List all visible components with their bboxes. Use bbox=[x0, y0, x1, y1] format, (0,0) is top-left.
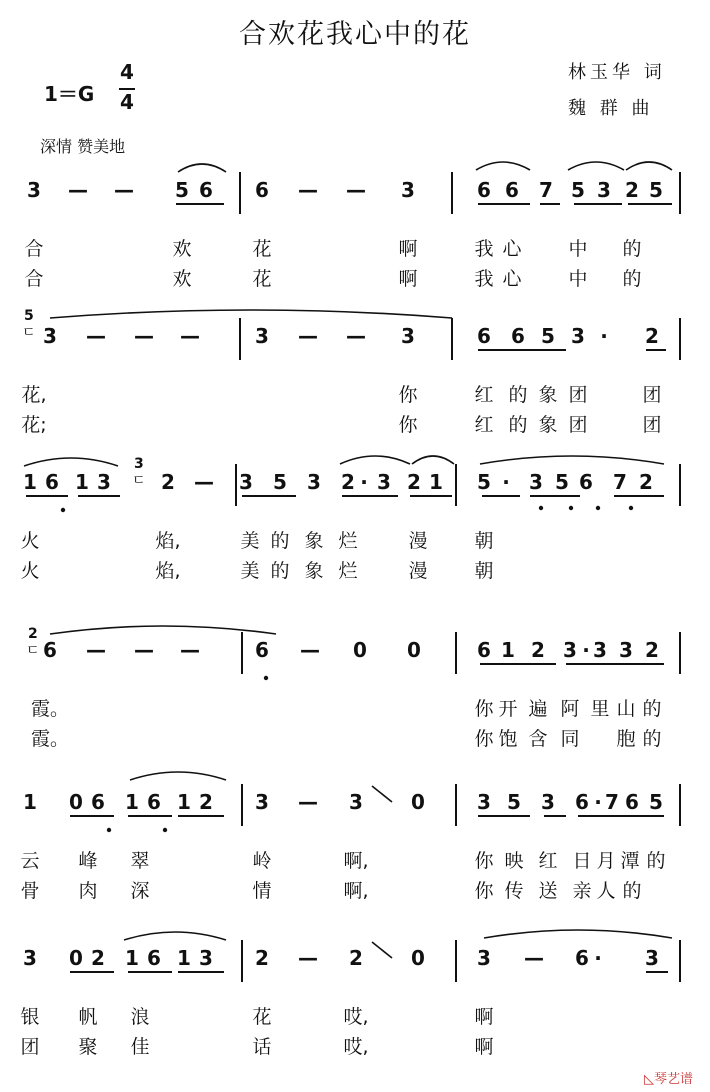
lyric-verse-1: 你 bbox=[474, 698, 494, 720]
note: 5 bbox=[273, 470, 287, 494]
lyric-verse-1: 遍 bbox=[528, 698, 548, 720]
note: 5 bbox=[477, 470, 491, 494]
dash-note: — bbox=[68, 178, 88, 202]
grace-note: 3 bbox=[134, 456, 144, 472]
lyric-verse-2: 象 bbox=[304, 560, 324, 582]
dash-note: — bbox=[298, 178, 318, 202]
dash-note: — bbox=[134, 324, 154, 348]
lyric-verse-1: 心 bbox=[502, 238, 522, 260]
octave-dot bbox=[107, 828, 111, 832]
lyric-verse-2: 火 bbox=[20, 560, 40, 582]
lyric-verse-1: 象 bbox=[304, 530, 324, 552]
lyric-verse-2: 哎, bbox=[343, 1036, 369, 1058]
lyric-verse-2: 欢 bbox=[172, 268, 192, 290]
slur bbox=[484, 930, 672, 938]
note: 3 bbox=[541, 790, 555, 814]
note: 3 bbox=[239, 470, 253, 494]
lyric-verse-2: 花; bbox=[21, 414, 47, 436]
lyric-verse-1: 阿 bbox=[560, 698, 580, 720]
note: 0 bbox=[69, 790, 83, 814]
dot-mark: · bbox=[360, 470, 368, 494]
lyric-verse-1: 的 bbox=[642, 698, 662, 720]
notation-marks bbox=[0, 140, 710, 270]
note: 6 bbox=[477, 324, 491, 348]
note: 3 bbox=[255, 324, 269, 348]
time-signature-top: 4 bbox=[120, 60, 134, 84]
note: 6 bbox=[255, 178, 269, 202]
note: 1 bbox=[501, 638, 515, 662]
dash-note: — bbox=[194, 470, 214, 494]
lyric-verse-2: 胞 bbox=[616, 728, 636, 750]
note: 2 bbox=[341, 470, 355, 494]
note: 3 bbox=[529, 470, 543, 494]
lyric-verse-1: 翠 bbox=[130, 850, 150, 872]
lyric-verse-2: 你 bbox=[474, 880, 494, 902]
lyric-verse-1: 团 bbox=[642, 384, 662, 406]
score-system-3 bbox=[0, 456, 710, 592]
note: 5 bbox=[555, 470, 569, 494]
dash-note: — bbox=[180, 638, 200, 662]
grace-note: 2 bbox=[28, 626, 38, 642]
tempo-marking: 深情 赞美地 bbox=[40, 137, 126, 156]
octave-dot bbox=[61, 508, 65, 512]
lyric-verse-2: 送 bbox=[538, 880, 558, 902]
octave-dot bbox=[629, 506, 633, 510]
note: 3 bbox=[477, 946, 491, 970]
lyric-verse-2: 的 bbox=[508, 414, 528, 436]
dash-note: — bbox=[298, 946, 318, 970]
lyric-verse-1: 月 bbox=[596, 850, 616, 872]
watermark-icon: ◺ bbox=[644, 1072, 654, 1087]
note: 0 bbox=[411, 946, 425, 970]
lyric-verse-1: 美 bbox=[240, 530, 260, 552]
lyric-verse-2: 啊, bbox=[343, 880, 369, 902]
lyric-verse-2: 你 bbox=[398, 414, 418, 436]
lyric-verse-2: 的 bbox=[622, 880, 642, 902]
key-signature: 1＝G bbox=[44, 82, 95, 106]
note: 3 bbox=[563, 638, 577, 662]
note: 6 bbox=[477, 638, 491, 662]
lyric-verse-2: 合 bbox=[24, 268, 44, 290]
breath-mark-icon bbox=[372, 786, 392, 802]
note: 5 bbox=[507, 790, 521, 814]
lyric-verse-1: 花 bbox=[252, 1006, 272, 1028]
lyric-verse-2: 的 bbox=[270, 560, 290, 582]
note: 6 bbox=[147, 790, 161, 814]
lyric-verse-1: 的 bbox=[270, 530, 290, 552]
lyric-verse-1: 啊 bbox=[474, 1006, 494, 1028]
note: 3 bbox=[27, 178, 41, 202]
dot-mark: · bbox=[594, 790, 602, 814]
slur bbox=[412, 456, 454, 464]
note: 2 bbox=[625, 178, 639, 202]
composer-credit: 魏 群 曲 bbox=[568, 98, 654, 119]
note: 5 bbox=[571, 178, 585, 202]
lyric-verse-2: 你 bbox=[474, 728, 494, 750]
lyric-verse-2: 团 bbox=[642, 414, 662, 436]
lyric-verse-1: 哎, bbox=[343, 1006, 369, 1028]
dash-note: — bbox=[298, 790, 318, 814]
lyric-verse-1: 红 bbox=[474, 384, 494, 406]
lyric-verse-2: 肉 bbox=[78, 880, 98, 902]
note: 1 bbox=[23, 470, 37, 494]
lyric-verse-1: 你 bbox=[474, 850, 494, 872]
slur bbox=[50, 626, 276, 634]
dash-note: — bbox=[86, 324, 106, 348]
lyric-verse-2: 的 bbox=[642, 728, 662, 750]
slur bbox=[340, 456, 410, 464]
dash-note: — bbox=[86, 638, 106, 662]
note: 2 bbox=[407, 470, 421, 494]
lyric-verse-2: 啊 bbox=[398, 268, 418, 290]
lyric-verse-2: 饱 bbox=[498, 728, 518, 750]
lyric-verse-1: 日 bbox=[572, 850, 592, 872]
lyric-verse-2: 深 bbox=[130, 880, 150, 902]
note: 5 bbox=[649, 178, 663, 202]
note: 1 bbox=[75, 470, 89, 494]
slur bbox=[178, 164, 226, 172]
note: 2 bbox=[199, 790, 213, 814]
note: 3 bbox=[377, 470, 391, 494]
note: 1 bbox=[429, 470, 443, 494]
score-system-4 bbox=[0, 626, 710, 760]
dash-note: — bbox=[300, 638, 320, 662]
note: 0 bbox=[353, 638, 367, 662]
lyric-verse-1: 霞。 bbox=[31, 698, 70, 720]
note: 6 bbox=[91, 790, 105, 814]
slur bbox=[124, 932, 226, 940]
note: 3 bbox=[97, 470, 111, 494]
lyric-verse-2: 花 bbox=[252, 268, 272, 290]
octave-dot bbox=[596, 506, 600, 510]
octave-dot bbox=[163, 828, 167, 832]
lyric-verse-1: 漫 bbox=[408, 530, 428, 552]
lyric-verse-1: 合 bbox=[24, 238, 44, 260]
note: 6 bbox=[43, 638, 57, 662]
notation-marks bbox=[0, 286, 710, 416]
lyric-verse-1: 烂 bbox=[338, 530, 358, 552]
lyric-verse-1: 花, bbox=[21, 384, 47, 406]
lyric-verse-2: 霞。 bbox=[31, 728, 70, 750]
note: 3 bbox=[401, 324, 415, 348]
lyric-verse-2: 同 bbox=[560, 728, 580, 750]
note: 5 bbox=[541, 324, 555, 348]
lyric-verse-1: 焰, bbox=[155, 530, 181, 552]
note: 3 bbox=[593, 638, 607, 662]
slur bbox=[130, 772, 226, 780]
lyric-verse-2: 话 bbox=[252, 1036, 272, 1058]
note: 0 bbox=[407, 638, 421, 662]
grace-hook-icon: ㄷ bbox=[22, 325, 36, 341]
note: 1 bbox=[177, 946, 191, 970]
lyric-verse-2: 啊 bbox=[474, 1036, 494, 1058]
note: 2 bbox=[255, 946, 269, 970]
note: 1 bbox=[125, 790, 139, 814]
lyric-verse-1: 浪 bbox=[130, 1006, 150, 1028]
note: 6 bbox=[255, 638, 269, 662]
score-system-1 bbox=[0, 170, 710, 300]
note: 1 bbox=[177, 790, 191, 814]
lyric-verse-2: 亲 bbox=[572, 880, 592, 902]
note: 2 bbox=[531, 638, 545, 662]
octave-dot bbox=[569, 506, 573, 510]
lyric-verse-1: 映 bbox=[504, 850, 524, 872]
dot-mark: · bbox=[582, 638, 590, 662]
note: 6 bbox=[625, 790, 639, 814]
note: 5 bbox=[649, 790, 663, 814]
note: 0 bbox=[411, 790, 425, 814]
lyric-verse-2: 情 bbox=[252, 880, 272, 902]
lyric-verse-2: 美 bbox=[240, 560, 260, 582]
note: 3 bbox=[477, 790, 491, 814]
slur bbox=[626, 162, 672, 170]
note: 3 bbox=[571, 324, 585, 348]
dash-note: — bbox=[114, 178, 134, 202]
lyric-verse-2: 我 bbox=[474, 268, 494, 290]
note: 6 bbox=[575, 790, 589, 814]
dash-note: — bbox=[134, 638, 154, 662]
note: 6 bbox=[477, 178, 491, 202]
lyric-verse-2: 烂 bbox=[338, 560, 358, 582]
note: 6 bbox=[45, 470, 59, 494]
lyric-verse-1: 岭 bbox=[252, 850, 272, 872]
score-system-5 bbox=[0, 782, 710, 912]
note: 2 bbox=[161, 470, 175, 494]
lyric-verse-2: 红 bbox=[474, 414, 494, 436]
note: 6 bbox=[511, 324, 525, 348]
note: 2 bbox=[639, 470, 653, 494]
lyric-verse-1: 欢 bbox=[172, 238, 192, 260]
note: 7 bbox=[613, 470, 627, 494]
lyric-verse-2: 焰, bbox=[155, 560, 181, 582]
lyric-verse-2: 人 bbox=[596, 880, 616, 902]
song-title: 合欢花我心中的花 bbox=[239, 19, 471, 50]
score-system-2 bbox=[0, 308, 710, 446]
lyric-verse-1: 红 bbox=[538, 850, 558, 872]
lyric-verse-1: 云 bbox=[20, 850, 40, 872]
note: 3 bbox=[199, 946, 213, 970]
lyric-verse-1: 的 bbox=[508, 384, 528, 406]
note: 3 bbox=[401, 178, 415, 202]
time-signature-bottom: 4 bbox=[120, 90, 134, 114]
note: 2 bbox=[645, 638, 659, 662]
note: 6 bbox=[505, 178, 519, 202]
slur bbox=[24, 458, 118, 466]
note: 6 bbox=[575, 946, 589, 970]
lyric-verse-2: 心 bbox=[502, 268, 522, 290]
lyric-verse-1: 峰 bbox=[78, 850, 98, 872]
note: 3 bbox=[255, 790, 269, 814]
note: 0 bbox=[69, 946, 83, 970]
dash-note: — bbox=[346, 178, 366, 202]
note: 5 bbox=[175, 178, 189, 202]
note: 7 bbox=[605, 790, 619, 814]
slur bbox=[476, 162, 530, 170]
lyric-verse-1: 中 bbox=[568, 238, 588, 260]
score-system-6 bbox=[0, 938, 710, 1068]
note: 3 bbox=[597, 178, 611, 202]
lyric-verse-2: 骨 bbox=[20, 880, 40, 902]
lyric-verse-2: 的 bbox=[622, 268, 642, 290]
note: 2 bbox=[91, 946, 105, 970]
note: 7 bbox=[539, 178, 553, 202]
lyric-verse-2: 佳 bbox=[130, 1036, 150, 1058]
dash-note: — bbox=[298, 324, 318, 348]
lyric-verse-1: 花 bbox=[252, 238, 272, 260]
lyric-verse-1: 潭 bbox=[620, 850, 640, 872]
lyric-verse-1: 朝 bbox=[474, 530, 494, 552]
octave-dot bbox=[264, 676, 268, 680]
grace-hook-icon: ㄷ bbox=[132, 473, 146, 489]
note: 6 bbox=[147, 946, 161, 970]
dot-mark: · bbox=[594, 946, 602, 970]
note: 1 bbox=[23, 790, 37, 814]
note: 3 bbox=[645, 946, 659, 970]
lyric-verse-1: 山 bbox=[616, 698, 636, 720]
lyric-verse-1: 火 bbox=[20, 530, 40, 552]
note: 6 bbox=[579, 470, 593, 494]
lyric-verse-1: 开 bbox=[498, 698, 518, 720]
lyric-verse-1: 象 bbox=[538, 384, 558, 406]
note: 3 bbox=[619, 638, 633, 662]
lyric-verse-2: 传 bbox=[504, 880, 524, 902]
note: 1 bbox=[125, 946, 139, 970]
note: 3 bbox=[349, 790, 363, 814]
slur bbox=[568, 162, 624, 170]
note: 3 bbox=[23, 946, 37, 970]
watermark-logo bbox=[644, 1068, 693, 1087]
slur bbox=[480, 456, 664, 464]
lyric-verse-1: 帆 bbox=[78, 1006, 98, 1028]
note: 2 bbox=[349, 946, 363, 970]
lyric-verse-2: 象 bbox=[538, 414, 558, 436]
dash-note: — bbox=[180, 324, 200, 348]
lyric-verse-1: 的 bbox=[622, 238, 642, 260]
grace-note: 5 bbox=[24, 308, 34, 324]
lyric-verse-1: 啊, bbox=[343, 850, 369, 872]
lyric-verse-1: 的 bbox=[646, 850, 666, 872]
lyricist-credit: 林玉华 词 bbox=[568, 62, 666, 83]
watermark-text: 琴艺谱 bbox=[654, 1072, 694, 1087]
lyric-verse-1: 银 bbox=[20, 1006, 40, 1028]
slur bbox=[50, 310, 452, 318]
dot-mark: · bbox=[502, 470, 510, 494]
note: 6 bbox=[199, 178, 213, 202]
dot-mark: · bbox=[600, 324, 608, 348]
lyric-verse-1: 我 bbox=[474, 238, 494, 260]
lyric-verse-1: 团 bbox=[568, 384, 588, 406]
note: 2 bbox=[645, 324, 659, 348]
grace-hook-icon: ㄷ bbox=[26, 643, 40, 659]
breath-mark-icon bbox=[372, 942, 392, 958]
dash-note: — bbox=[524, 946, 544, 970]
lyric-verse-1: 啊 bbox=[398, 238, 418, 260]
lyric-verse-2: 含 bbox=[528, 728, 548, 750]
dash-note: — bbox=[346, 324, 366, 348]
lyric-verse-2: 聚 bbox=[78, 1036, 98, 1058]
octave-dot bbox=[539, 506, 543, 510]
lyric-verse-1: 你 bbox=[398, 384, 418, 406]
lyric-verse-2: 漫 bbox=[408, 560, 428, 582]
lyric-verse-2: 团 bbox=[568, 414, 588, 436]
lyric-verse-2: 中 bbox=[568, 268, 588, 290]
lyric-verse-1: 里 bbox=[590, 698, 610, 720]
lyric-verse-2: 团 bbox=[20, 1036, 40, 1058]
note: 3 bbox=[43, 324, 57, 348]
note: 3 bbox=[307, 470, 321, 494]
lyric-verse-2: 朝 bbox=[474, 560, 494, 582]
